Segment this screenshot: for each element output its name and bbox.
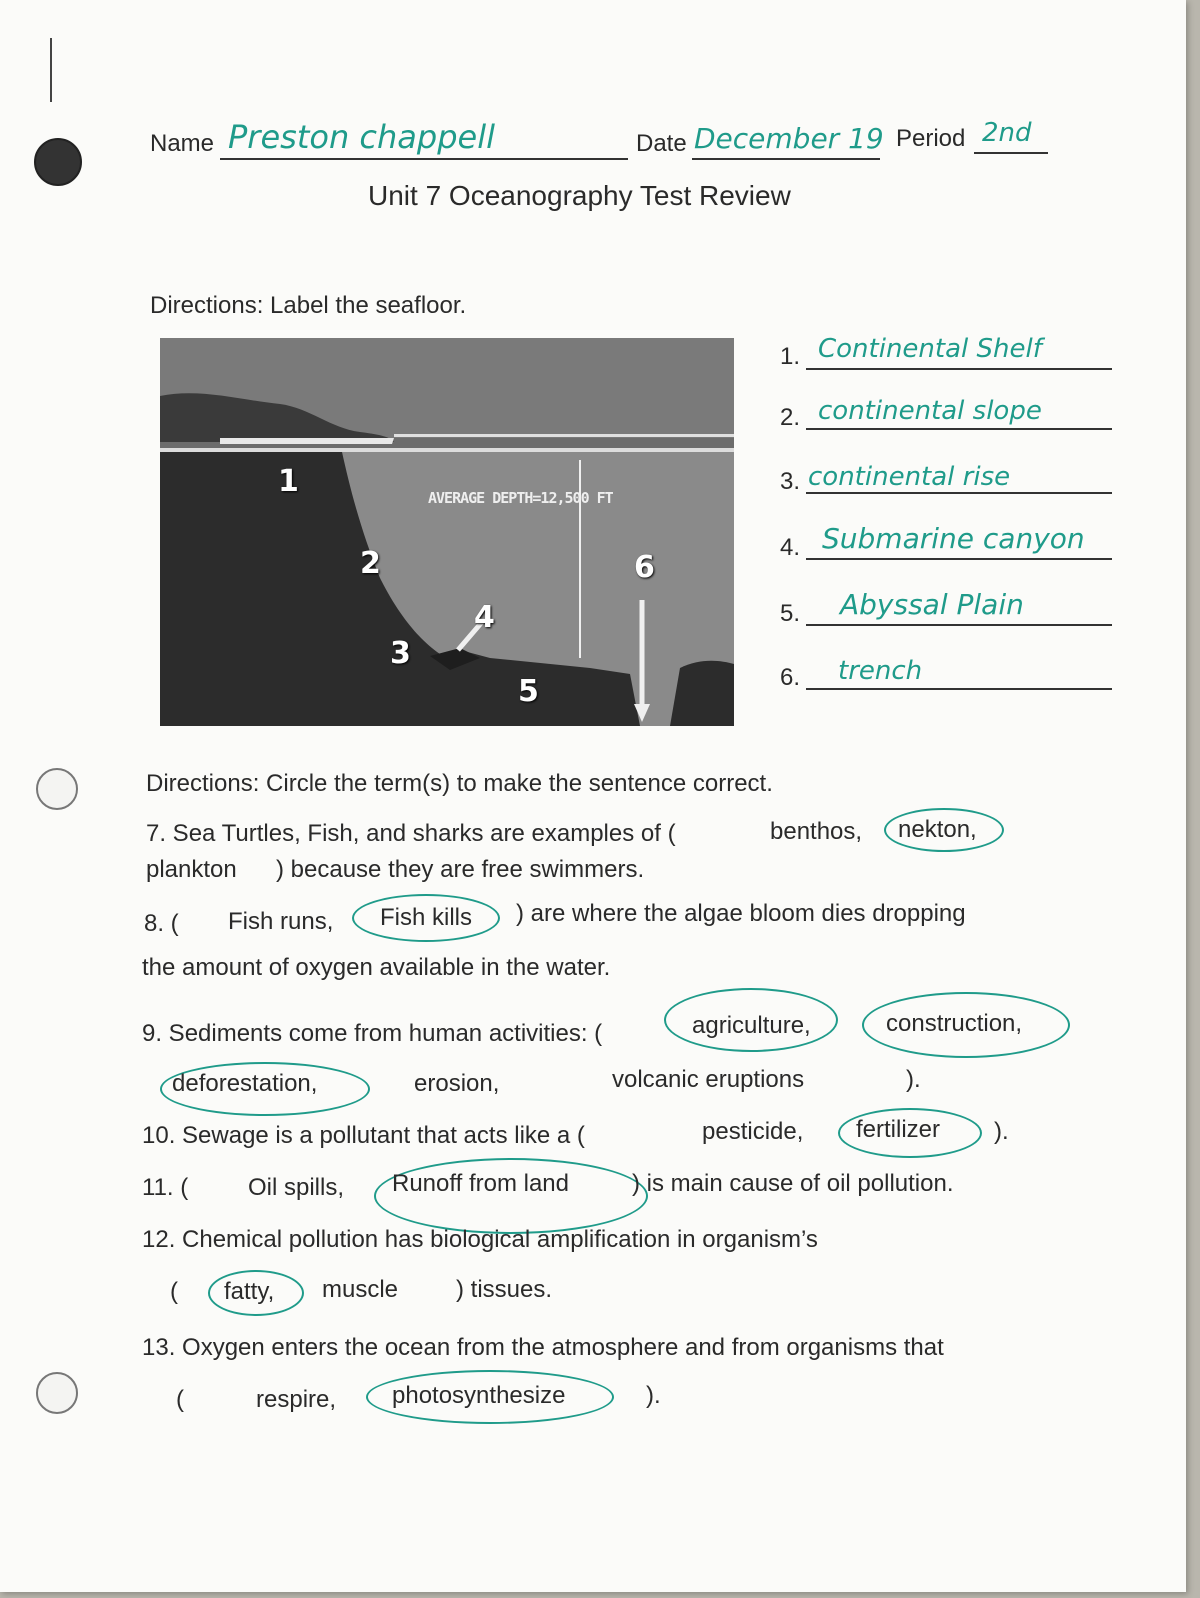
seafloor-diagram bbox=[160, 338, 734, 726]
marker-4: 4 bbox=[474, 600, 495, 635]
answer-line bbox=[806, 492, 1112, 494]
punch-hole-top bbox=[34, 138, 82, 186]
q10-text-end: ). bbox=[994, 1118, 1009, 1145]
q7-text-end: ) because they are free swimmers. bbox=[276, 856, 645, 883]
date-label: Date bbox=[636, 130, 687, 157]
marker-6: 6 bbox=[634, 550, 655, 585]
period-label: Period bbox=[896, 125, 966, 152]
answer-number: 2. bbox=[780, 404, 801, 431]
q13-text-end: ). bbox=[646, 1382, 661, 1409]
q7-option-nekton: nekton, bbox=[898, 816, 977, 843]
q8-option-fish-kills: Fish kills bbox=[380, 904, 473, 931]
q8-text-end: ) are where the algae bloom dies dropping bbox=[516, 900, 966, 927]
q10-option-fertilizer: fertilizer bbox=[856, 1116, 941, 1143]
q11-option-runoff: Runoff from land bbox=[392, 1170, 569, 1197]
q13-open-paren: ( bbox=[176, 1386, 184, 1413]
margin-line bbox=[50, 38, 52, 102]
q10-option-pesticide: pesticide, bbox=[702, 1118, 804, 1145]
q9-text: 9. Sediments come from human activities: ( bbox=[142, 1020, 603, 1047]
marker-5: 5 bbox=[518, 674, 539, 709]
q13-option-photosynthesize: photosynthesize bbox=[392, 1382, 566, 1409]
q13-text: 13. Oxygen enters the ocean from the atmosphere and from organisms that bbox=[142, 1334, 944, 1361]
answer-value: trench bbox=[838, 656, 923, 686]
answer-number: 1. bbox=[780, 343, 801, 370]
answer-line bbox=[806, 428, 1112, 430]
answer-number: 4. bbox=[780, 534, 801, 561]
name-label: Name bbox=[150, 130, 215, 157]
answer-line bbox=[806, 368, 1112, 370]
q9-option-volcanic: volcanic eruptions bbox=[612, 1066, 805, 1093]
answer-value: continental slope bbox=[818, 396, 1042, 426]
seafloor-profile-graphic bbox=[160, 338, 734, 726]
page-title: Unit 7 Oceanography Test Review bbox=[368, 180, 791, 211]
q9-option-construction: construction, bbox=[886, 1010, 1023, 1037]
date-line bbox=[692, 158, 880, 160]
punch-hole-middle bbox=[36, 768, 78, 810]
q12-open-paren: ( bbox=[170, 1278, 178, 1305]
q10-text: 10. Sewage is a pollutant that acts like a ( bbox=[142, 1122, 585, 1149]
directions-label-seafloor: Directions: Label the seafloor. bbox=[150, 292, 467, 319]
marker-3: 3 bbox=[390, 636, 411, 671]
q8-text: 8. ( bbox=[144, 910, 179, 937]
q12-text-end: ) tissues. bbox=[456, 1276, 553, 1303]
q11-text-end: ) is main cause of oil pollution. bbox=[632, 1170, 954, 1197]
q13-option-respire: respire, bbox=[256, 1386, 337, 1413]
punch-hole-bottom bbox=[36, 1372, 78, 1414]
depth-label: AVERAGE DEPTH=12,500 FT bbox=[428, 489, 613, 507]
q9-text-end: ). bbox=[906, 1066, 921, 1093]
name-value: Preston chappell bbox=[228, 118, 495, 156]
answer-number: 5. bbox=[780, 600, 801, 627]
name-line bbox=[220, 158, 628, 160]
answer-line bbox=[806, 558, 1112, 560]
answer-value: Continental Shelf bbox=[818, 334, 1042, 364]
q8-text-line2: the amount of oxygen available in the water. bbox=[142, 954, 611, 981]
directions-circle-terms: Directions: Circle the term(s) to make the sentence correct. bbox=[146, 770, 773, 797]
q12-option-muscle: muscle bbox=[322, 1276, 399, 1303]
q12-option-fatty: fatty, bbox=[224, 1278, 275, 1305]
answer-number: 3. bbox=[780, 468, 801, 495]
q9-option-deforestation: deforestation, bbox=[172, 1070, 318, 1097]
q9-option-agriculture: agriculture, bbox=[692, 1012, 811, 1039]
q7-text: 7. Sea Turtles, Fish, and sharks are examples of ( bbox=[146, 820, 676, 847]
answer-value: Submarine canyon bbox=[822, 522, 1085, 555]
q9-option-erosion: erosion, bbox=[414, 1070, 500, 1097]
period-value: 2nd bbox=[982, 118, 1032, 148]
q7-option-benthos: benthos, bbox=[770, 818, 863, 845]
answer-value: Abyssal Plain bbox=[840, 588, 1024, 621]
q8-option-fish-runs: Fish runs, bbox=[228, 908, 334, 935]
marker-1: 1 bbox=[278, 464, 299, 499]
answer-number: 6. bbox=[780, 664, 801, 691]
marker-2: 2 bbox=[360, 546, 381, 581]
answer-value: continental rise bbox=[808, 462, 1011, 492]
q11-option-oil-spills: Oil spills, bbox=[248, 1174, 345, 1201]
answer-line bbox=[806, 688, 1112, 690]
q11-text: 11. ( bbox=[142, 1174, 189, 1201]
q12-text: 12. Chemical pollution has biological amplification in organism’s bbox=[142, 1226, 818, 1253]
period-line bbox=[974, 152, 1048, 154]
q7-option-plankton: plankton bbox=[146, 856, 237, 883]
answer-line bbox=[806, 624, 1112, 626]
date-value: December 19 bbox=[694, 122, 884, 155]
